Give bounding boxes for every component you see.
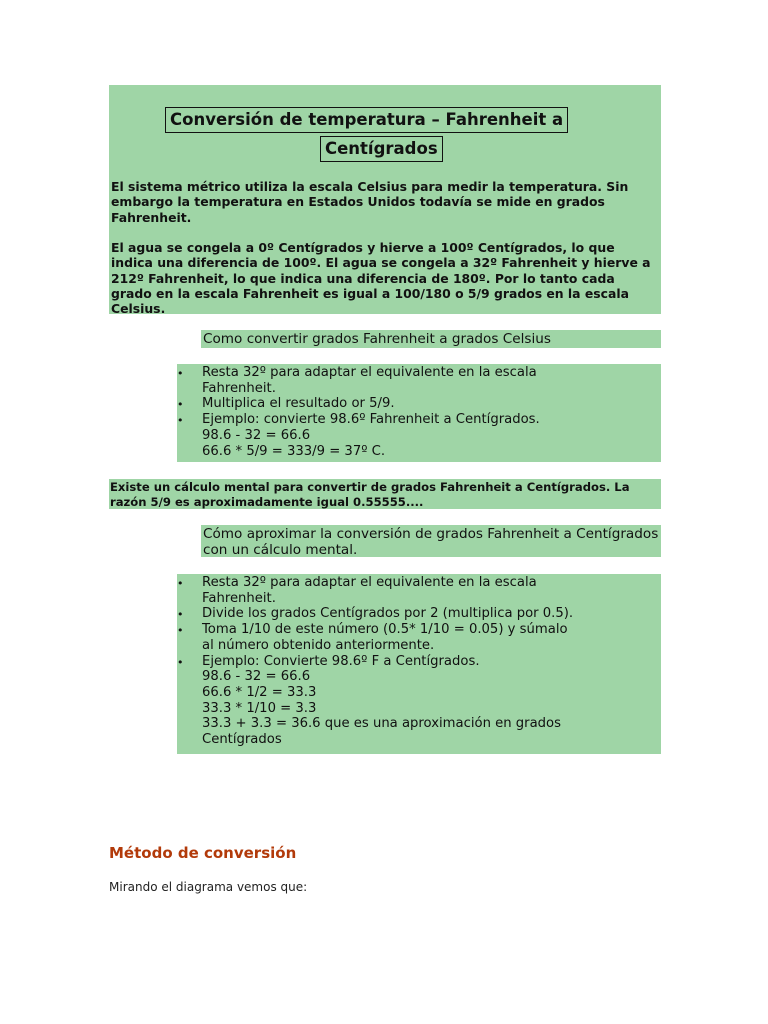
list-item <box>177 365 647 396</box>
list-item-line: al número obtenido anteriormente. <box>202 637 435 653</box>
list-item-line: • Ejemplo: Convierte 98.6º F a Centígrados. <box>202 653 480 669</box>
list-item-line: • Ejemplo: convierte 98.6º Fahrenheit a Centígrados. <box>202 412 540 428</box>
section2-header: Cómo aproximar la conversión de grados Fahrenheit a Centígrados con un cálculo mental. <box>201 525 661 557</box>
list-item <box>177 575 647 606</box>
list-item-line: • Resta 32º para adaptar el equivalente en la escala <box>202 575 537 590</box>
list-item-line: 66.6 * 5/9 = 333/9 = 37º C. <box>202 443 386 459</box>
method-text: Mirando el diagrama vemos que: <box>109 880 308 894</box>
intro-paragraph-1: El sistema métrico utiliza la escala Celsius para medir la temperatura. Sin embargo la temperatura en Estados Unidos todavía se mide en grados Fahrenheit. <box>111 179 629 225</box>
list-item-line: Centígrados <box>202 732 282 748</box>
list-item-line: 98.6 - 32 = 66.6 <box>202 669 311 685</box>
list-item <box>177 396 647 412</box>
intro-panel <box>109 85 661 317</box>
mental-calc-note: Existe un cálculo mental para convertir de grados Fahrenheit a Centígrados. La razón 5/9 es aproximadamente igual 0.55555.... <box>109 479 661 509</box>
list-item-line: • Toma 1/10 de este número (0.5* 1/10 = 0.05) y súmalo <box>202 622 568 638</box>
list-item-line: • Multiplica el resultado or 5/9. <box>202 396 395 412</box>
section1-header: Como convertir grados Fahrenheit a grados Celsius <box>201 330 661 348</box>
list-item-line: 33.3 * 1/10 = 3.3 <box>202 700 317 716</box>
list-item-line: 98.6 - 32 = 66.6 <box>202 427 311 443</box>
list-item <box>177 412 647 459</box>
list-item <box>177 622 647 653</box>
method-heading: Método de conversión <box>109 844 297 862</box>
section1-steps <box>177 364 661 462</box>
page-title-line-2: Centígrados <box>320 136 443 162</box>
list-item-line: Fahrenheit. <box>202 590 276 606</box>
list-item <box>177 606 647 622</box>
page-title-line-1: Conversión de temperatura – Fahrenheit a <box>165 107 568 133</box>
list-item-line: • Resta 32º para adaptar el equivalente en la escala <box>202 365 537 380</box>
section2-steps <box>177 574 661 754</box>
list-item-line: Fahrenheit. <box>202 380 276 396</box>
list-item-line: • Divide los grados Centígrados por 2 (multiplica por 0.5). <box>202 606 574 622</box>
list-item <box>177 654 647 748</box>
list-item-line: 33.3 + 3.3 = 36.6 que es una aproximación en grados <box>202 716 561 732</box>
intro-paragraph-2: El agua se congela a 0º Centígrados y hierve a 100º Centígrados, lo que indica una diferencia de 100º. El agua se congela a 32º Fahrenheit y hierve a 212º Fahrenheit, lo que indica una diferencia de 180º. Por lo tanto cada grado en la escala Fahrenheit es igual a 100/180 o 5/9 grados en la escala Celsius. <box>111 240 651 317</box>
list-item-line: 66.6 * 1/2 = 33.3 <box>202 684 317 700</box>
